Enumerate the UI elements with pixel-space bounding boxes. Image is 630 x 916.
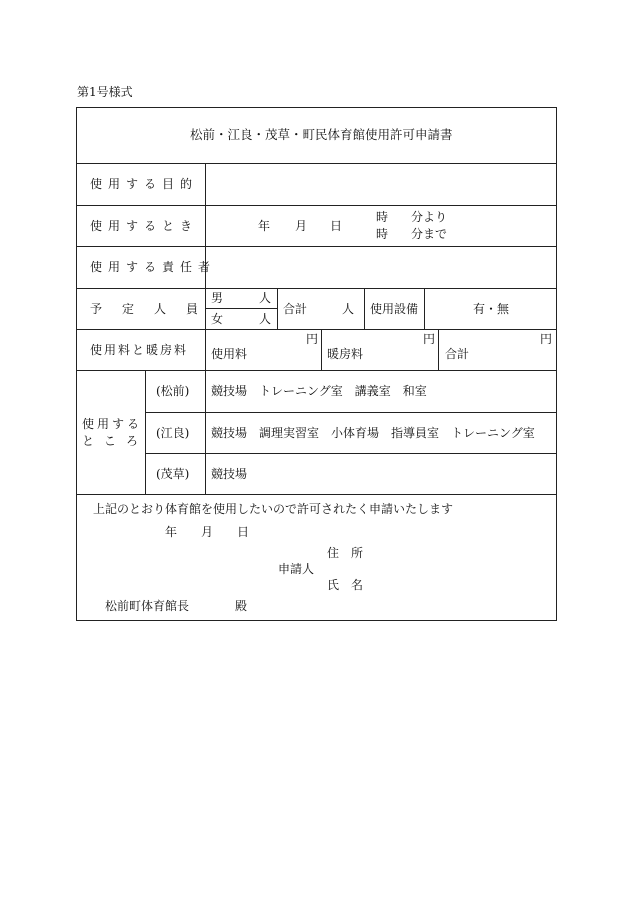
application-statement: 上記のとおり体育館を使用したいので許可されたく申請いたします xyxy=(93,502,454,516)
applicant-label: 申請人 xyxy=(278,562,315,576)
rule-title-bottom xyxy=(76,163,557,164)
rule-place-label-column xyxy=(145,370,146,494)
rule-fee-col1 xyxy=(321,329,322,370)
people-total-unit: 人 xyxy=(342,302,355,316)
manager-label: 使用する責任者 xyxy=(90,260,217,274)
rule-planned-col1 xyxy=(277,288,278,329)
rule-planned-bottom xyxy=(76,329,557,330)
when-to-minute: 分まで xyxy=(411,227,448,241)
when-from-hour: 時 xyxy=(376,210,389,224)
address-label: 住 所 xyxy=(327,546,364,560)
heating-fee-yen: 円 xyxy=(423,332,436,346)
form-title: 松前・江良・茂草・町民体育館使用許可申請書 xyxy=(190,127,453,142)
rule-when-bottom xyxy=(76,246,557,247)
male-label: 男 xyxy=(211,291,224,305)
place-matsumae-name: (松前) xyxy=(156,384,190,398)
equipment-value: 有・無 xyxy=(473,302,510,316)
male-unit: 人 xyxy=(259,291,272,305)
rule-label-column xyxy=(205,163,206,494)
place-mogusa-facilities: 競技場 xyxy=(211,467,248,481)
rule-purpose-bottom xyxy=(76,205,557,206)
rule-manager-bottom xyxy=(76,288,557,289)
when-from-minute: 分より xyxy=(411,210,448,224)
rule-fee-bottom xyxy=(76,370,557,371)
rule-planned-col3 xyxy=(424,288,425,329)
addressee: 松前町体育館長 xyxy=(105,599,190,613)
rule-fee-col2 xyxy=(438,329,439,370)
when-month: 月 xyxy=(295,219,308,233)
fee-total-label: 合計 xyxy=(445,347,470,361)
date-month: 月 xyxy=(201,525,214,539)
place-label-line2: ところ xyxy=(82,434,149,448)
date-day: 日 xyxy=(237,525,250,539)
fee-total-yen: 円 xyxy=(540,332,553,346)
heating-fee-label: 暖房料 xyxy=(327,347,364,361)
female-label: 女 xyxy=(211,312,224,326)
rule-place1-bottom xyxy=(145,412,557,413)
place-era-name: (江良) xyxy=(156,426,190,440)
honorific: 殿 xyxy=(235,599,248,613)
rule-planned-col2 xyxy=(364,288,365,329)
place-mogusa-name: (茂草) xyxy=(156,467,190,481)
place-label-line1: 使用する xyxy=(82,417,143,431)
usage-fee-yen: 円 xyxy=(306,332,319,346)
when-to-hour: 時 xyxy=(376,227,389,241)
when-year: 年 xyxy=(258,219,271,233)
equipment-label: 使用設備 xyxy=(370,302,419,316)
fee-row-label: 使用料と暖房料 xyxy=(90,343,189,357)
planned-people-label: 予定人員 xyxy=(90,302,219,316)
name-label: 氏 名 xyxy=(327,578,364,592)
people-total-label: 合計 xyxy=(283,302,308,316)
female-unit: 人 xyxy=(259,312,272,326)
place-era-facilities: 競技場 調理実習室 小体育場 指導員室 トレーニング室 xyxy=(211,426,535,440)
when-day: 日 xyxy=(330,219,343,233)
purpose-label: 使用する目的 xyxy=(90,177,199,191)
rule-place2-bottom xyxy=(145,453,557,454)
form-number: 第1号様式 xyxy=(77,85,133,99)
when-label: 使用するとき xyxy=(90,219,199,233)
rule-places-bottom xyxy=(76,494,557,495)
place-matsumae-facilities: 競技場 トレーニング室 講義室 和室 xyxy=(211,384,427,398)
date-year: 年 xyxy=(165,525,178,539)
usage-fee-label: 使用料 xyxy=(211,347,248,361)
